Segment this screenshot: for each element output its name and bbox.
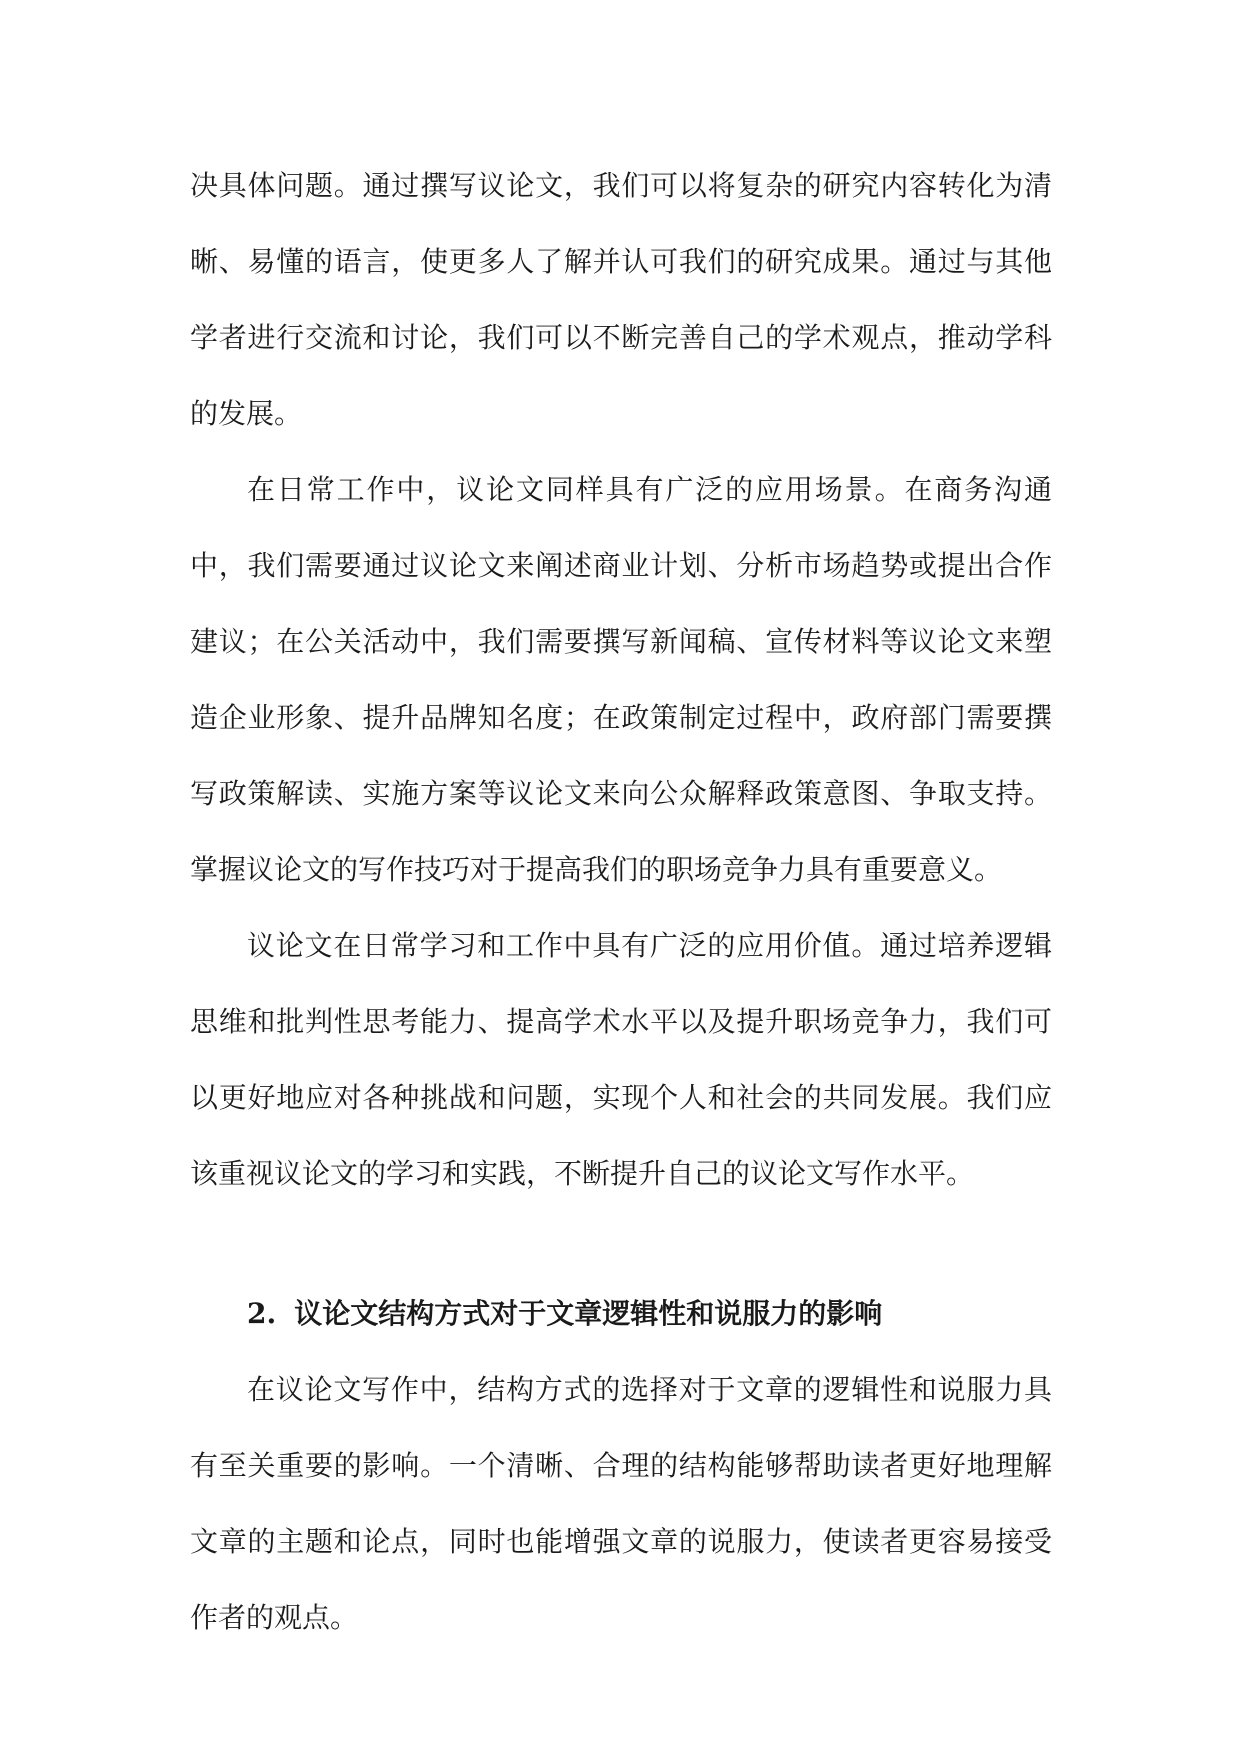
- section-heading: [190, 1276, 1052, 1352]
- paragraph-summary-value: 议论文在日常学习和工作中具有广泛的应用价值。通过培养逻辑思维和批判性思考能力、提高学术水平以及提升职场竞争力，我们可以更好地应对各种挑战和问题，实现个人和社会的共同发展。我们应该重视议论文的学习和实践，不断提升自己的议论文写作水平。: [190, 929, 1052, 1190]
- section-heading-title: 议论文结构方式对于文章逻辑性和说服力的影响: [294, 1297, 883, 1330]
- paragraph-continuation: 决具体问题。通过撰写议论文，我们可以将复杂的研究内容转化为清晰、易懂的语言，使更多人了解并认可我们的研究成果。通过与其他学者进行交流和讨论，我们可以不断完善自己的学术观点，推动学科的发展。: [190, 169, 1052, 430]
- paragraph-structure-influence: 在议论文写作中，结构方式的选择对于文章的逻辑性和说服力具有至关重要的影响。一个清晰、合理的结构能够帮助读者更好地理解文章的主题和论点，同时也能增强文章的说服力，使读者更容易接受作者的观点。: [190, 1373, 1052, 1634]
- document-body: [190, 148, 1052, 1656]
- section-heading-number: 2.: [247, 1297, 277, 1330]
- paragraph-workplace-applications: 在日常工作中，议论文同样具有广泛的应用场景。在商务沟通中，我们需要通过议论文来阐述商业计划、分析市场趋势或提出合作建议；在公关活动中，我们需要撰写新闻稿、宣传材料等议论文来塑造企业形象、提升品牌知名度；在政策制定过程中，政府部门需要撰写政策解读、实施方案等议论文来向公众解释政策意图、争取支持。掌握议论文的写作技巧对于提高我们的职场竞争力具有重要意义。: [190, 473, 1052, 886]
